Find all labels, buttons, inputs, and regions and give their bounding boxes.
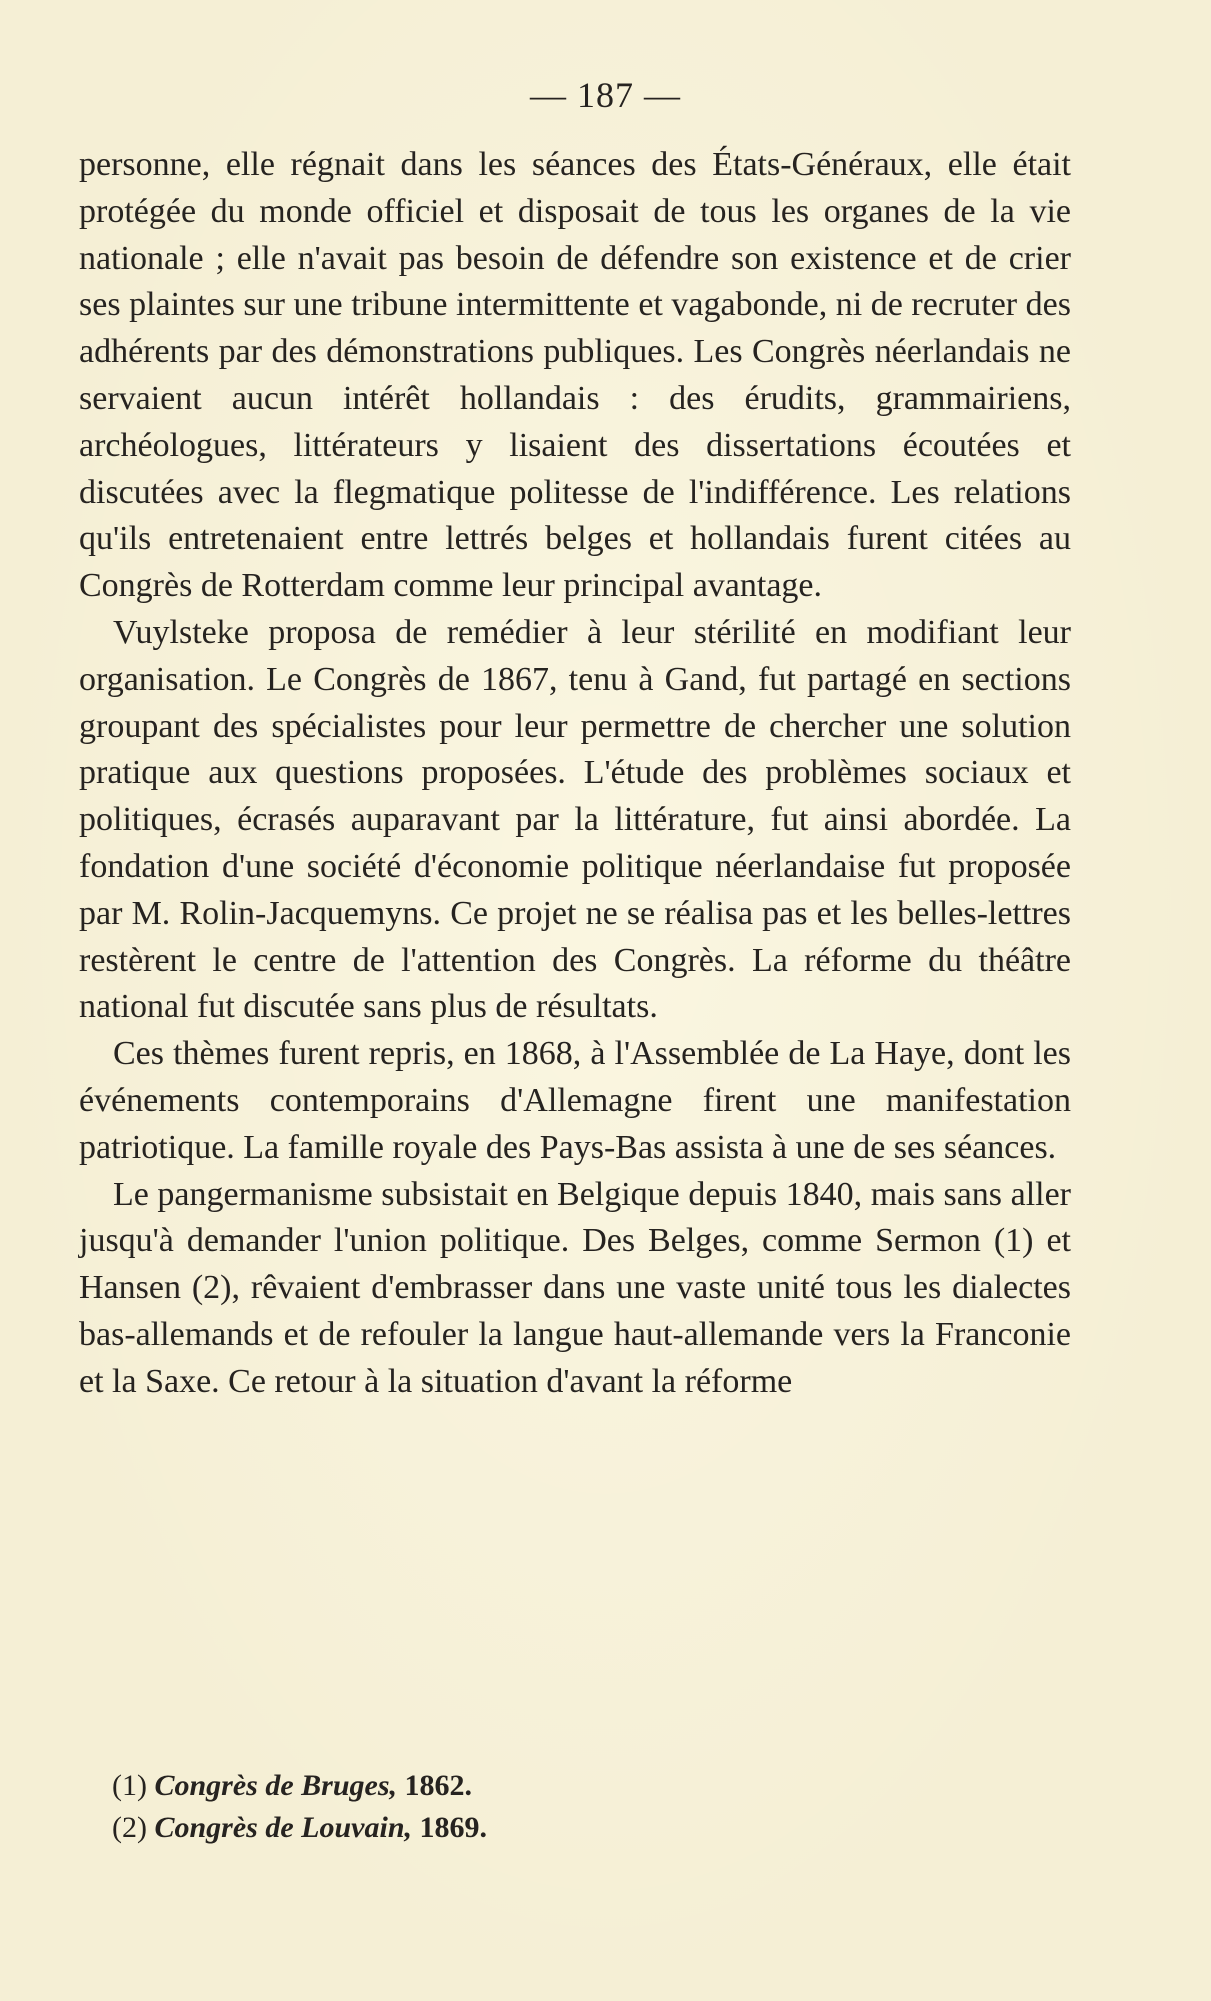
footnote-year: 1862.	[404, 1769, 473, 1802]
paragraph: Ces thèmes furent repris, en 1868, à l'Assemblée de La Haye, dont les événements contemporains d'Allemagne firent une manifestation patriotique. La famille royale des Pays-Bas assista à une de ses séances.	[79, 1035, 1071, 1166]
footnote-marker: (1)	[112, 1769, 147, 1802]
page-number: — 187 —	[530, 75, 681, 115]
footnote-title: Congrès de Louvain,	[154, 1811, 413, 1844]
footnote	[112, 1765, 1012, 1807]
footnote-title: Congrès de Bruges,	[154, 1769, 398, 1802]
footnote-year: 1869.	[419, 1811, 488, 1844]
footnotes	[112, 1765, 1012, 1849]
paragraph: personne, elle régnait dans les séances des États-Généraux, elle était protégée du monde officiel et disposait de tous les organes de la vie nationale ; elle n'avait pas besoin de défendre son existence et de crier ses plaintes sur une tribune intermittente et vagabonde, ni de recruter des adhérents par des démonstrations publiques. Les Congrès néerlandais ne servaient aucun intérêt hollandais : des érudits, grammairiens, archéologues, littérateurs y lisaient des dissertations écoutées et discutées avec la flegmatique politesse de l'indifférence. Les relations qu'ils entretenaient entre lettrés belges et hollandais furent citées au Congrès de Rotterdam comme leur principal avantage.	[79, 146, 1071, 605]
footnote	[112, 1807, 1012, 1849]
paragraph: Vuylsteke proposa de remédier à leur stérilité en modifiant leur organisation. Le Congrès de 1867, tenu à Gand, fut partagé en sections groupant des spécialistes pour leur permettre de chercher une solution pratique aux questions proposées. L'étude des problèmes sociaux et politiques, écrasés auparavant par la littérature, fut ainsi abordée. La fondation d'une société d'économie politique néerlandaise fut proposée par M. Rolin-Jacquemyns. Ce projet ne se réalisa pas et les belles-lettres restèrent le centre de l'attention des Congrès. La réforme du théâtre national fut discutée sans plus de résultats.	[79, 613, 1071, 1026]
paragraph: Le pangermanisme subsistait en Belgique depuis 1840, mais sans aller jusqu'à demander l'union politique. Des Belges, comme Sermon (1) et Hansen (2), rêvaient d'embrasser dans une vaste unité tous les dialectes bas-allemands et de refouler la langue haut-allemande vers la Franconie et la Saxe. Ce retour à la situation d'avant la réforme	[79, 1175, 1071, 1400]
body-text	[79, 142, 1071, 1406]
footnote-marker: (2)	[112, 1811, 147, 1844]
